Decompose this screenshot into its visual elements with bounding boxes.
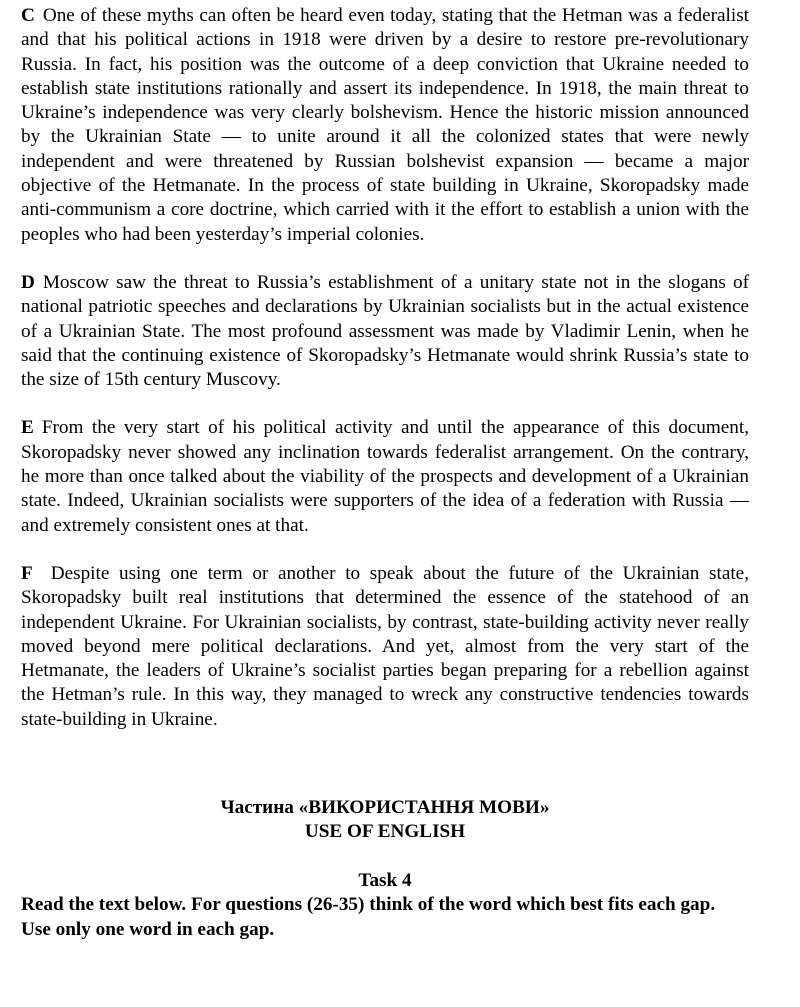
paragraph-text: From the very start of his political activity and until the appearance of this document, Skoropadsky never showed any inclination towards federalist arrangement. On the contrary, he more than once talked about the viability of the prospects and development of a Ukrainian state. Indeed, Ukrainian socialists were supporters of the idea of a federation with Russia — and extremely consistent ones at that. (21, 417, 749, 536)
paragraph-letter: F (21, 562, 33, 584)
paragraph-letter: D (21, 271, 35, 293)
paragraph-text: One of these myths can often be heard even today, stating that the Hetman was a federalist and that his political actions in 1918 were driven by a desire to restore pre-revolutionary Russia. In fact, his position was the outcome of a deep conviction that Ukraine needed to establish state institutions rationally and assert its independence. In 1918, the main threat to Ukraine’s independence was very clearly bolshevism. Hence the historic mission announced by the Ukrainian State — to unite around it all the colonized states that were newly independent and were threatened by Russian bolshevist expansion — became a major objective of the Hetmanate. In the process of state building in Ukraine, Skoropadsky made anti-communism a core doctrine, which carried with it the effort to establish a union with the peoples who had been yesterday’s imperial colonies. (21, 5, 749, 245)
paragraph-d (21, 271, 749, 392)
paragraph-text: Moscow saw the threat to Russia’s establishment of a unitary state not in the slogans of national patriotic speeches and declarations by Ukrainian socialists but in the actual existence of a Ukrainian State. The most profound assessment was made by Vladimir Lenin, when he said that the continuing existence of Skoropadsky’s Hetmanate would shrink Russia’s state to the size of 15th century Muscovy. (21, 271, 749, 391)
section-part-title: Частина «ВИКОРИСТАННЯ МОВИ» (220, 797, 550, 819)
task-instructions: Read the text below. For questions (26-35) think of the word which best fits each gap. Use only one word in each gap. (21, 894, 716, 940)
paragraph-e (21, 416, 749, 537)
paragraph-letter: E (21, 417, 34, 439)
paragraph-c (21, 4, 749, 247)
task-title: Task 4 (358, 870, 412, 892)
paragraph-text: Despite using one term or another to speak about the future of the Ukrainian state, Skoropadsky built real institutions that determined the essence of the statehood of an independent Ukraine. For Ukrainian socialists, by contrast, state-building activity never really moved beyond mere political declarations. And yet, almost from the very start of the Hetmanate, the leaders of Ukraine’s socialist parties began preparing for a rebellion against the Hetman’s rule. In this way, they managed to wreck any constructive tendencies towards state-building in Ukraine. (21, 562, 749, 730)
document-page (21, 4, 749, 942)
paragraph-letter: C (21, 5, 35, 26)
paragraph-f (21, 562, 749, 732)
section-subtitle: USE OF ENGLISH (304, 821, 466, 843)
